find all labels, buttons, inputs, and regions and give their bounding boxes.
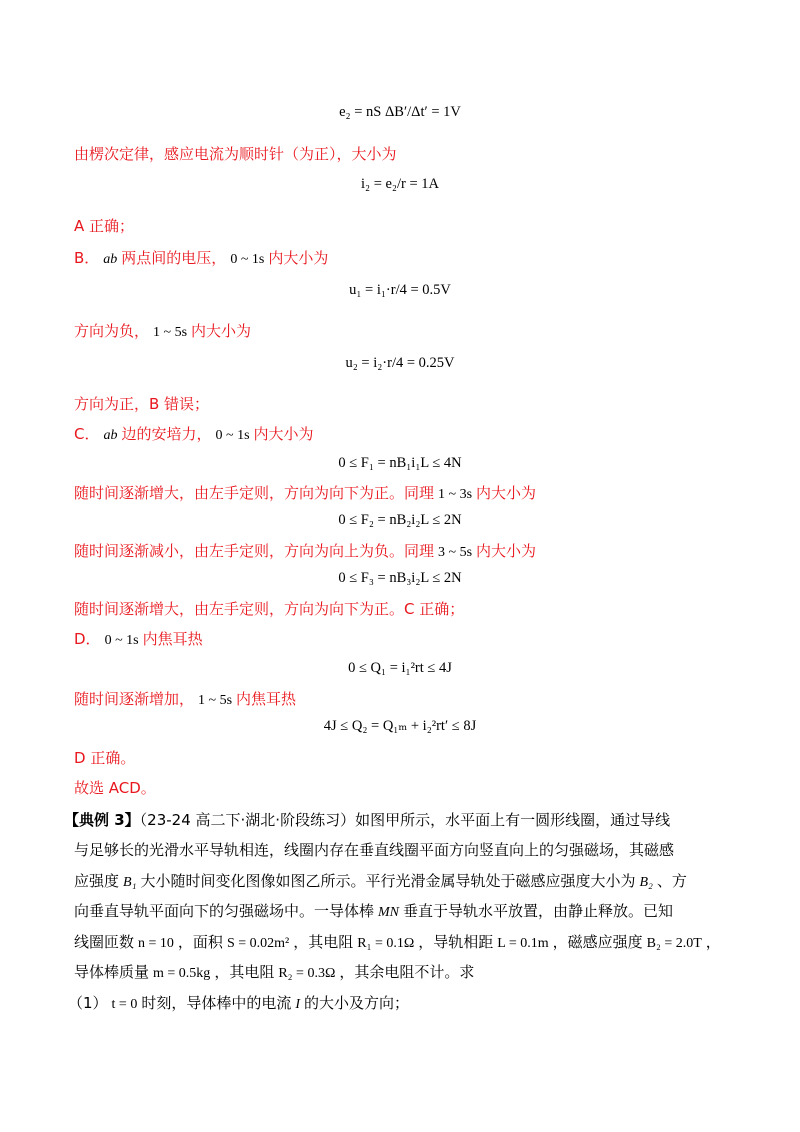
formula-f1: 0 ≤ F₁ = nB₁i₁L ≤ 4N [338,455,462,471]
math-n: n = 10 [138,936,174,951]
question-number: （1） [68,994,108,1012]
text-line-7 [74,483,536,505]
math-r1: R₁ = 0.1Ω [357,936,415,951]
text-segment: 的大小及方向； [304,994,410,1012]
text-segment: 两点间的电压， [121,249,227,267]
label-d: D． [74,630,101,648]
text-segment: 随时间逐渐增加， [74,690,195,708]
text-line-8 [74,541,536,563]
text-segment: 向垂直导轨平面向下的匀强磁场中。一导体棒 [74,902,375,920]
text-segment: 内大小为 [476,542,537,560]
math-range: 1 ~ 5s [198,693,233,708]
text-segment: 垂直于导轨水平放置，由静止释放。已知 [403,902,674,920]
text-segment: ，磁感应强度 [552,933,643,951]
text-segment: （23-24 高二下·湖北·阶段练习）如图甲所示，水平面上有一圆形线圈，通过导线 [139,811,671,829]
problem-line-4 [74,901,673,923]
math-ab: ab [103,252,118,267]
math-range: 0 ~ 1s [215,428,250,443]
problem-line-2: 与足够长的光滑水平导轨相连，线圈内存在垂直线圈平面方向竖直向上的匀强磁场，其磁感 [74,841,675,859]
text-segment: 导体棒质量 [74,963,150,981]
math-range: 3 ~ 5s [438,545,473,560]
math-ab: ab [103,428,118,443]
text-segment: 随时间逐渐增大，由左手定则，方向为向下为正。同理 [74,484,435,502]
text-line-5: 方向为正，B 错误； [74,395,210,413]
math-range: 0 ~ 1s [104,633,139,648]
text-segment: ， [705,933,721,951]
text-line-6 [74,424,314,446]
text-segment: ，其余电阻不计。求 [339,963,475,981]
formula-f2: 0 ≤ F₂ = nB₂i₂L ≤ 2N [338,512,462,528]
text-line-4 [74,321,251,343]
math-m: m = 0.5kg [153,966,211,981]
text-segment: 随时间逐渐减小，由左手定则，方向为向上为负。同理 [74,542,435,560]
text-segment: 应强度 [74,872,120,890]
math-b1: B₁ [123,875,137,890]
text-line-12: D 正确。 [74,749,136,767]
formula-u1: u₁ = i₁·r/4 = 0.5V [349,282,451,298]
text-segment: 、方 [656,872,687,890]
problem-line-6 [74,962,474,984]
text-segment: 方向为负， [74,322,150,340]
math-i: I [295,997,301,1012]
text-line-9: 随时间逐渐增大，由左手定则，方向为向下为正。C 正确； [74,600,465,618]
text-segment: 时刻，导体棒中的电流 [141,994,292,1012]
math-mn: MN [378,905,400,920]
text-segment: 内焦耳热 [142,630,203,648]
text-line-2: A 正确； [74,217,135,235]
text-segment: ，其电阻 [293,933,354,951]
text-line-11 [74,689,296,711]
label-b: B． [74,249,100,267]
math-range: 0 ~ 1s [230,252,265,267]
text-segment: 内大小为 [476,484,537,502]
text-segment: 大小随时间变化图像如图乙所示。平行光滑金属导轨处于磁感应强度大小为 [140,872,636,890]
formula-u2: u₂ = i₂·r/4 = 0.25V [345,355,455,371]
text-segment: 内大小为 [191,322,252,340]
formula-q1: 0 ≤ Q₁ = i₁²rt ≤ 4J [348,660,452,676]
math-l: L = 0.1m [497,936,549,951]
formula-f3: 0 ≤ F₃ = nB₃i₂L ≤ 2N [338,570,462,586]
math-s: S = 0.02m² [226,936,290,951]
question-1 [68,993,409,1015]
text-segment: 线圈匝数 [74,933,135,951]
math-range: 1 ~ 3s [438,487,473,502]
math-r2: R₂ = 0.3Ω [278,966,336,981]
formula-i2: i₂ = e₂/r = 1A [360,176,439,192]
problem-line-3 [74,871,687,893]
text-segment: ，面积 [177,933,223,951]
text-segment: 内大小为 [253,425,314,443]
math-range: 1 ~ 5s [153,325,188,340]
formula-e2: e₂ = nS ΔB′/Δt′ = 1V [339,104,461,120]
text-line-3 [74,248,328,270]
text-segment: ，导轨相距 [418,933,494,951]
math-t: t = 0 [111,997,138,1012]
text-line-10 [74,629,203,651]
formula-q2: 4J ≤ Q₂ = Q₁ₘ + i₂²rt′ ≤ 8J [323,718,477,734]
text-segment: 边的安培力， [121,425,212,443]
label-c: C． [74,425,100,443]
math-b2: B₂ [639,875,653,890]
text-line-1: 由楞次定律，感应电流为顺时针（为正），大小为 [74,145,397,163]
example-tag: 【典例 3】 [64,811,140,829]
text-segment: 内大小为 [268,249,329,267]
problem-line-5 [74,932,721,954]
text-segment: 内焦耳热 [236,690,297,708]
text-line-13: 故选 ACD。 [74,779,156,797]
problem-line-1 [64,810,670,830]
math-b2-value: B₂ = 2.0T [646,936,702,951]
text-segment: ，其电阻 [214,963,275,981]
